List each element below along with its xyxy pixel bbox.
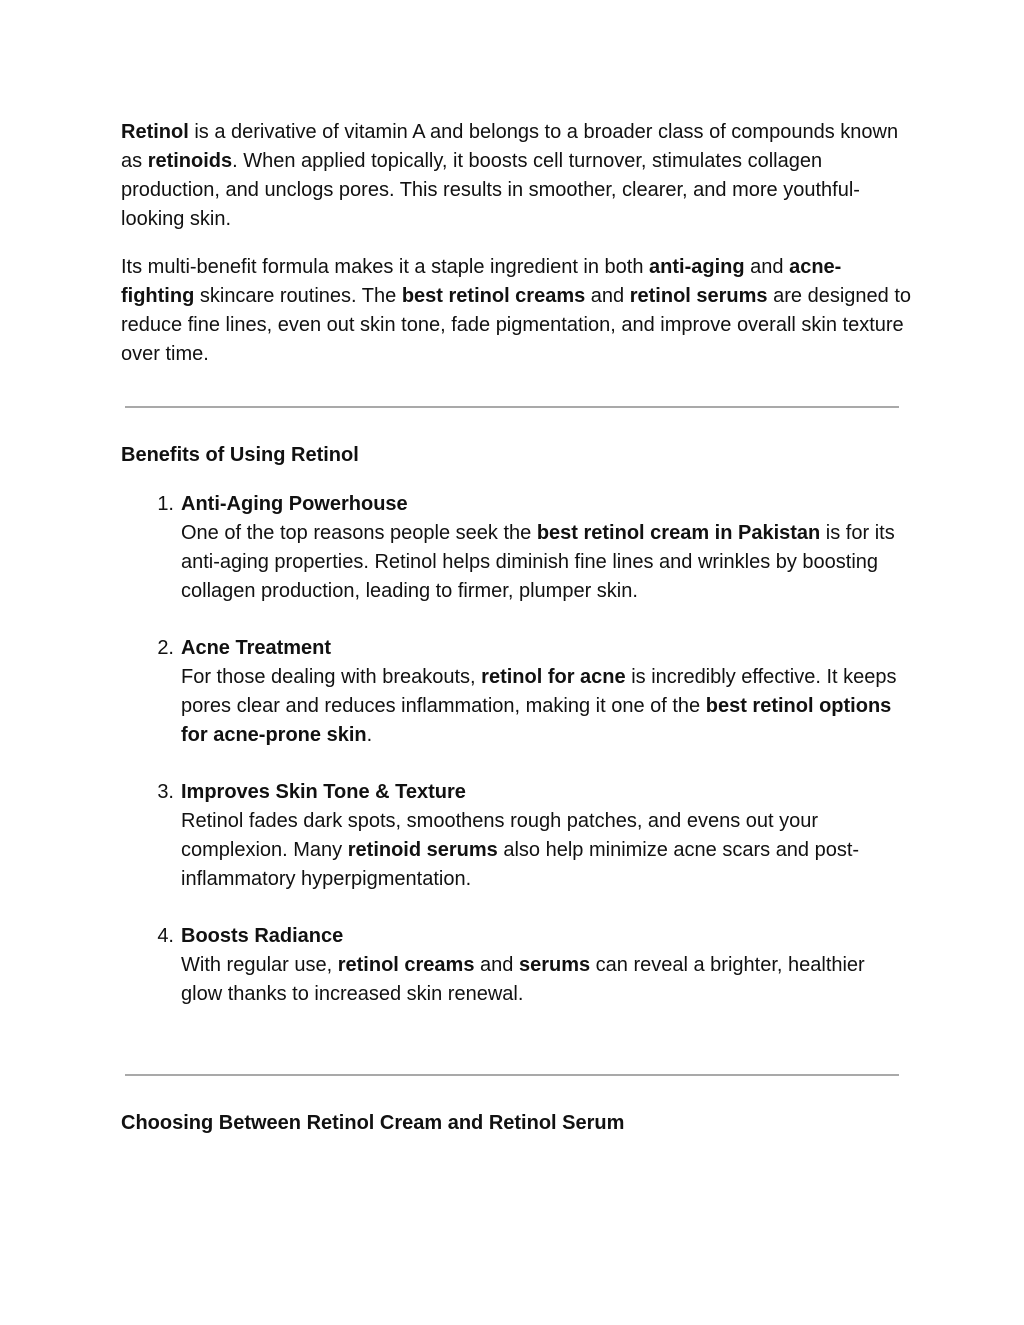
list-number: 1.: [157, 493, 174, 515]
list-item: [157, 922, 911, 1009]
intro-bold-anti-aging: anti-aging: [649, 256, 745, 278]
list-item-title: Acne Treatment: [181, 637, 332, 659]
intro-text: is a derivative of vitamin A and belongs to a broader class of compounds known as: [121, 121, 899, 172]
list-item-title: Boosts Radiance: [181, 925, 344, 947]
item-bold: best retinol cream in Pakistan: [536, 522, 821, 544]
item-bold: retinoid serums: [347, 839, 498, 861]
item-text: can reveal a brighter, healthier glow thanks to increased skin renewal.: [181, 954, 865, 1005]
item-text: With regular use,: [181, 954, 338, 976]
intro-text: . When applied topically, it boosts cell turnover, stimulates collagen production, and unclogs pores. This results in smoother, clearer, and more youthful-looking skin.: [121, 150, 860, 230]
choosing-heading: Choosing Between Retinol Cream and Retinol Serum: [121, 1112, 625, 1134]
item-bold: retinol for acne: [481, 666, 626, 688]
intro-paragraph-2: [121, 253, 911, 369]
item-text: Retinol fades dark spots, smoothens rough patches, and evens out your complexion. Many: [181, 810, 819, 861]
intro-text: are designed to reduce fine lines, even out skin tone, fade pigmentation, and improve overall skin texture over time.: [121, 285, 911, 365]
item-bold: best retinol options for acne-prone skin: [181, 695, 892, 746]
item-text: and: [474, 954, 519, 976]
intro-bold-best-retinol-creams: best retinol creams: [401, 285, 586, 307]
list-item: [157, 778, 911, 894]
list-number: 4.: [157, 925, 174, 947]
list-item: [157, 490, 911, 606]
intro-paragraph-1: [121, 118, 911, 234]
divider: [125, 406, 899, 408]
item-text: For those dealing with breakouts,: [181, 666, 482, 688]
item-bold: serums: [518, 954, 591, 976]
item-text: also help minimize acne scars and post-inflammatory hyperpigmentation.: [181, 839, 860, 890]
list-item-body: [181, 663, 911, 750]
intro-text: Its multi-benefit formula makes it a staple ingredient in both: [121, 256, 650, 278]
list-item-title: Anti-Aging Powerhouse: [181, 493, 408, 515]
intro-bold-retinol-serums: retinol serums: [629, 285, 768, 307]
intro-text: and: [585, 285, 630, 307]
divider: [125, 1074, 899, 1076]
list-item-body: [181, 951, 911, 1009]
item-bold: retinol creams: [337, 954, 475, 976]
intro-bold-retinoids: retinoids: [147, 150, 233, 172]
list-number: 2.: [157, 637, 174, 659]
benefits-heading: Benefits of Using Retinol: [121, 444, 359, 466]
list-number: 3.: [157, 781, 174, 803]
intro-bold-retinol: Retinol: [121, 121, 189, 143]
item-text: is for its anti-aging properties. Retinol helps diminish fine lines and wrinkles by boosting collagen production, leading to firmer, plumper skin.: [181, 522, 895, 602]
list-item-body: [181, 519, 911, 606]
list-item-body: [181, 807, 911, 894]
list-item: [157, 634, 911, 750]
item-text: is incredibly effective. It keeps pores clear and reduces inflammation, making it one of the: [181, 666, 897, 717]
intro-text: and: [744, 256, 790, 278]
intro-text: skincare routines. The: [194, 285, 402, 307]
intro-bold-acne-fighting: acne-fighting: [121, 256, 842, 307]
list-item-title: Improves Skin Tone & Texture: [181, 781, 466, 803]
item-text: .: [366, 724, 373, 746]
item-text: One of the top reasons people seek the: [181, 522, 537, 544]
